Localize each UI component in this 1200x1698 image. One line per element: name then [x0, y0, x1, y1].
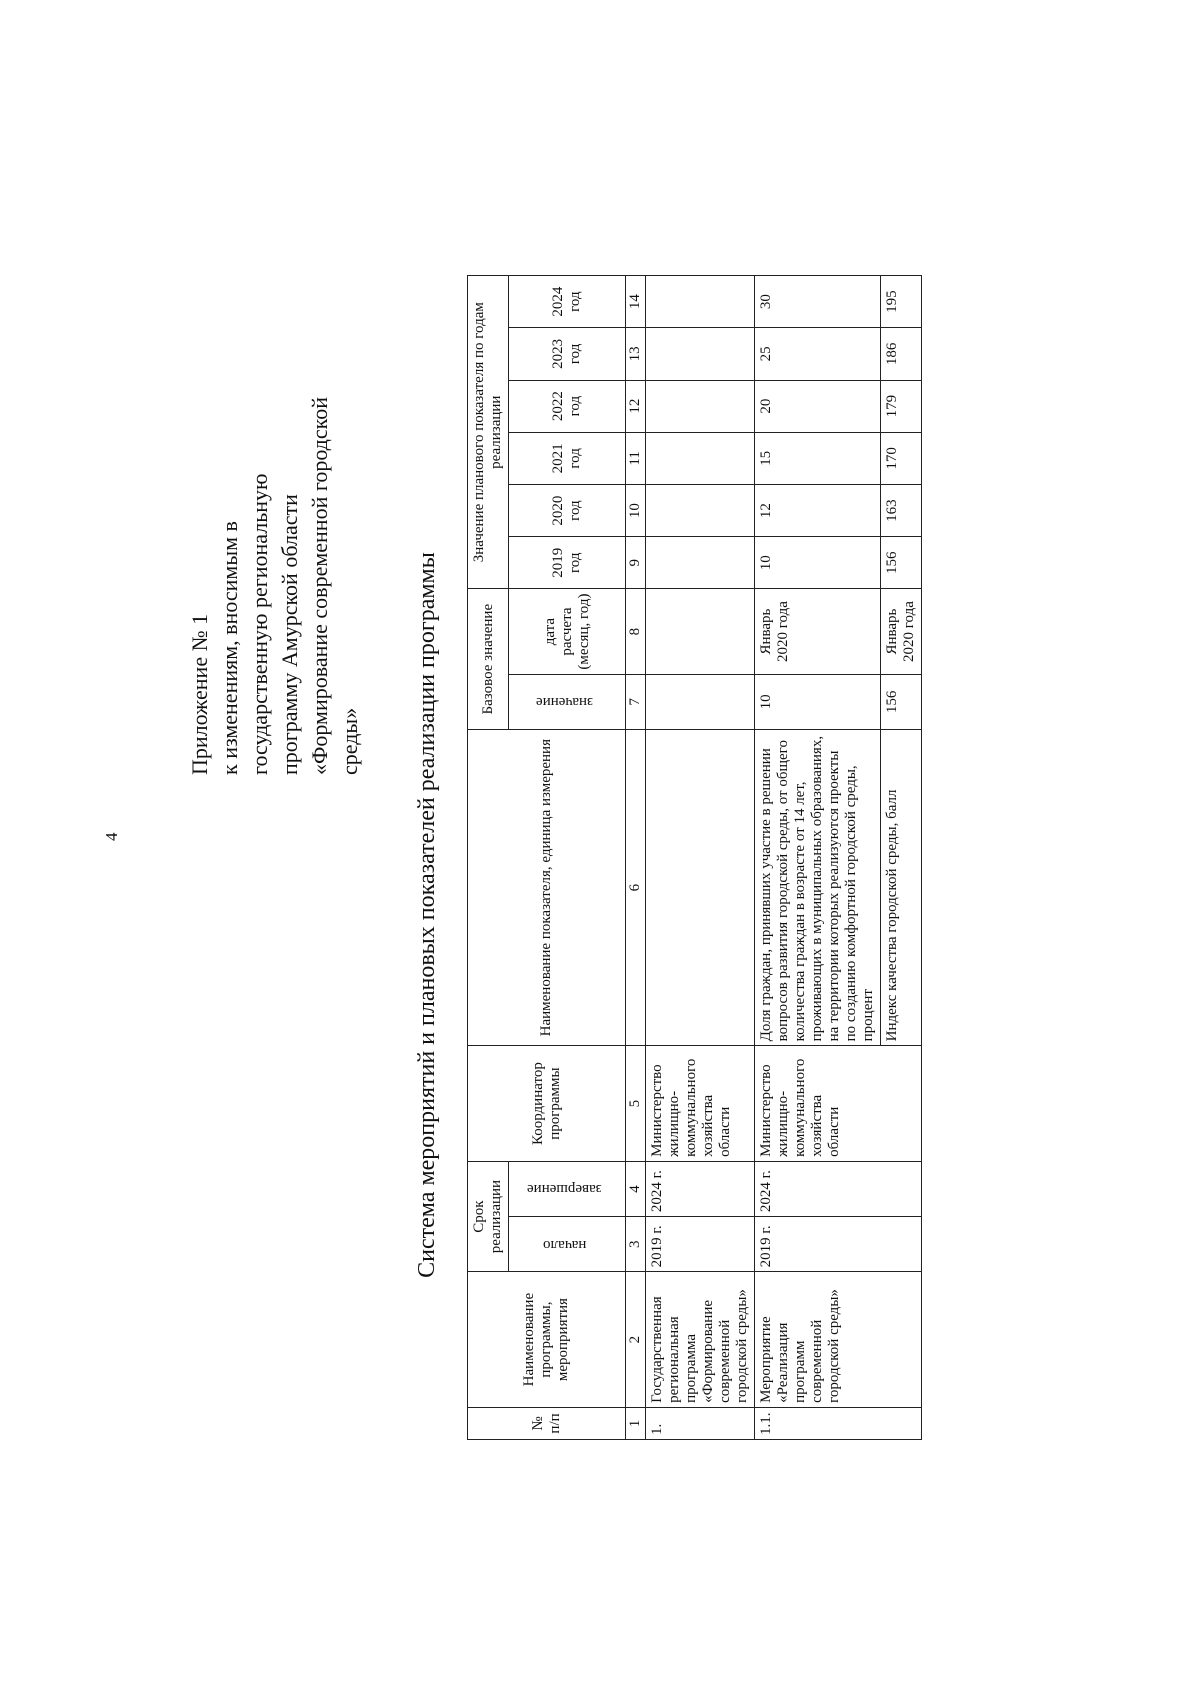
- column-number: 8: [626, 589, 646, 674]
- row-indicator: Индекс качества городской среды, балл: [881, 730, 922, 1046]
- row-start: 2019 г.: [646, 1217, 755, 1272]
- row-value: 179: [881, 380, 922, 432]
- row-value: 25: [755, 328, 881, 380]
- column-number: 14: [626, 276, 646, 328]
- row-value: 12: [755, 484, 881, 536]
- document-title: Система мероприятий и плановых показателей реализации программы: [414, 552, 440, 1278]
- table-header-row: [468, 276, 509, 1440]
- header-year: 2020 год: [509, 484, 626, 536]
- header-indicator: Наименование показателя, единица измерения: [468, 730, 626, 1046]
- header-num: № п/п: [468, 1407, 626, 1439]
- column-number: 10: [626, 484, 646, 536]
- table-row: [755, 276, 881, 1440]
- row-value: 163: [881, 484, 922, 536]
- header-year: 2023 год: [509, 328, 626, 380]
- appendix-block: [185, 305, 365, 775]
- row-coordinator: Министерство жилищно-коммунального хозяйства области: [646, 1046, 755, 1161]
- header-base: Базовое значение: [468, 589, 509, 730]
- row-value: [646, 432, 755, 484]
- row-base-value: 10: [755, 674, 881, 729]
- row-end: 2024 г.: [755, 1161, 922, 1216]
- row-coordinator: Министерство жилищно-коммунального хозяйства области: [755, 1046, 922, 1161]
- row-name: Государственная региональная программа «Формирование современной городской среды»: [646, 1272, 755, 1408]
- column-number: 3: [626, 1217, 646, 1272]
- indicators-table: [467, 275, 922, 1440]
- header-base-date: дата расчета (месяц, год): [509, 589, 626, 674]
- row-value: [646, 276, 755, 328]
- header-year: 2021 год: [509, 432, 626, 484]
- table-row: [646, 276, 755, 1440]
- appendix-line: «Формирование современной городской: [307, 397, 332, 775]
- column-number: 2: [626, 1272, 646, 1408]
- row-num: 1.1.: [755, 1407, 922, 1439]
- row-value: 15: [755, 432, 881, 484]
- appendix-line: программу Амурской области: [277, 494, 302, 775]
- column-number: 5: [626, 1046, 646, 1161]
- row-value: [646, 537, 755, 589]
- row-indicator: [646, 730, 755, 1046]
- header-coordinator: Координатор программы: [468, 1046, 626, 1161]
- row-name: Мероприятие «Реализация программ современной городской среды»: [755, 1272, 922, 1408]
- row-base-value: 156: [881, 674, 922, 729]
- header-end: завершение: [527, 1181, 602, 1198]
- row-start: 2019 г.: [755, 1217, 922, 1272]
- column-number: 11: [626, 432, 646, 484]
- rotated-page-content: [185, 265, 1045, 1565]
- row-base-date: [646, 589, 755, 674]
- header-name: Наименование программы, мероприятия: [468, 1272, 626, 1408]
- row-value: 20: [755, 380, 881, 432]
- row-value: 156: [881, 537, 922, 589]
- column-number-row: [626, 276, 646, 1440]
- row-base-date: Январь 2020 года: [755, 589, 881, 674]
- row-value: 186: [881, 328, 922, 380]
- appendix-line: к изменениям, вносимым в: [217, 521, 242, 775]
- page-number: 4: [102, 832, 121, 841]
- column-number: 12: [626, 380, 646, 432]
- row-value: 170: [881, 432, 922, 484]
- appendix-line: среды»: [337, 707, 362, 775]
- row-base-date: Январь 2020 года: [881, 589, 922, 674]
- column-number: 13: [626, 328, 646, 380]
- row-end: 2024 г.: [646, 1161, 755, 1216]
- row-num: 1.: [646, 1407, 755, 1439]
- header-year: 2022 год: [509, 380, 626, 432]
- header-year: 2024 год: [509, 276, 626, 328]
- column-number: 9: [626, 537, 646, 589]
- row-value: [646, 380, 755, 432]
- row-indicator: Доля граждан, принявших участие в решении вопросов развития городской среды, от общего количества граждан в возрасте от 14 лет, проживающих в муниципальных образованиях, на территории которых реализуются проекты по созданию комфортной городской среды, процент: [755, 730, 881, 1046]
- row-value: 10: [755, 537, 881, 589]
- header-base-value: значение: [536, 694, 593, 711]
- header-plan: Значение планового показателя по годам реализации: [468, 276, 509, 589]
- column-number: 1: [626, 1407, 646, 1439]
- row-value: [646, 328, 755, 380]
- row-value: 195: [881, 276, 922, 328]
- column-number: 7: [626, 674, 646, 729]
- appendix-line: Приложение № 1: [187, 613, 212, 775]
- header-start: начало: [542, 1236, 587, 1253]
- row-value: 30: [755, 276, 881, 328]
- column-number: 6: [626, 730, 646, 1046]
- appendix-line: государственную региональную: [247, 473, 272, 775]
- header-year: 2019 год: [509, 537, 626, 589]
- row-base-value: [646, 674, 755, 729]
- header-term: Срок реализации: [468, 1161, 509, 1271]
- row-value: [646, 484, 755, 536]
- column-number: 4: [626, 1161, 646, 1216]
